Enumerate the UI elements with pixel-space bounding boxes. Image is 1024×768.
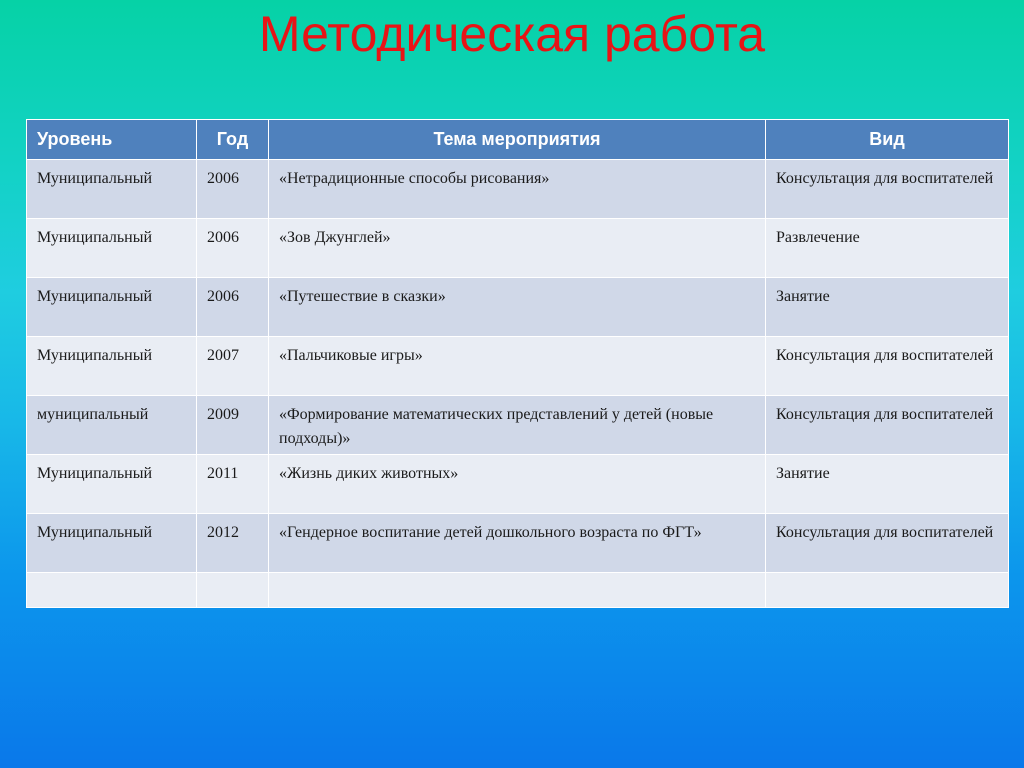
header-level: Уровень xyxy=(27,120,197,160)
cell-type xyxy=(766,573,1009,608)
cell-level: муниципальный xyxy=(27,396,197,455)
cell-topic xyxy=(269,573,766,608)
table-row xyxy=(27,160,1009,219)
cell-type: Занятие xyxy=(766,278,1009,337)
cell-year: 2006 xyxy=(197,219,269,278)
cell-year: 2012 xyxy=(197,514,269,573)
cell-year: 2006 xyxy=(197,278,269,337)
cell-topic: «Гендерное воспитание детей дошкольного возраста по ФГТ» xyxy=(269,514,766,573)
cell-type: Консультация для воспитателей xyxy=(766,514,1009,573)
cell-type: Консультация для воспитателей xyxy=(766,337,1009,396)
cell-year: 2006 xyxy=(197,160,269,219)
cell-topic: «Зов Джунглей» xyxy=(269,219,766,278)
table-header-row xyxy=(27,120,1009,160)
table-row xyxy=(27,278,1009,337)
cell-level: Муниципальный xyxy=(27,455,197,514)
events-table xyxy=(26,119,1009,608)
cell-year xyxy=(197,573,269,608)
cell-level: Муниципальный xyxy=(27,278,197,337)
cell-type: Консультация для воспитателей xyxy=(766,160,1009,219)
cell-type: Занятие xyxy=(766,455,1009,514)
header-type: Вид xyxy=(766,120,1009,160)
cell-year: 2011 xyxy=(197,455,269,514)
table-row xyxy=(27,219,1009,278)
slide-title: Методическая работа xyxy=(258,6,766,62)
cell-topic: «Жизнь диких животных» xyxy=(269,455,766,514)
table-row xyxy=(27,514,1009,573)
cell-level: Муниципальный xyxy=(27,514,197,573)
cell-topic: «Путешествие в сказки» xyxy=(269,278,766,337)
table-row xyxy=(27,337,1009,396)
cell-level: Муниципальный xyxy=(27,160,197,219)
cell-level: Муниципальный xyxy=(27,337,197,396)
table-row xyxy=(27,396,1009,455)
table-row xyxy=(27,455,1009,514)
cell-topic: «Нетрадиционные способы рисования» xyxy=(269,160,766,219)
cell-topic: «Формирование математических представлений у детей (новые подходы)» xyxy=(269,396,766,455)
cell-year: 2007 xyxy=(197,337,269,396)
cell-year: 2009 xyxy=(197,396,269,455)
cell-topic: «Пальчиковые игры» xyxy=(269,337,766,396)
cell-level xyxy=(27,573,197,608)
cell-level: Муниципальный xyxy=(27,219,197,278)
table-row-empty xyxy=(27,573,1009,608)
header-topic: Тема мероприятия xyxy=(269,120,766,160)
header-year: Год xyxy=(197,120,269,160)
cell-type: Консультация для воспитателей xyxy=(766,396,1009,455)
cell-type: Развлечение xyxy=(766,219,1009,278)
